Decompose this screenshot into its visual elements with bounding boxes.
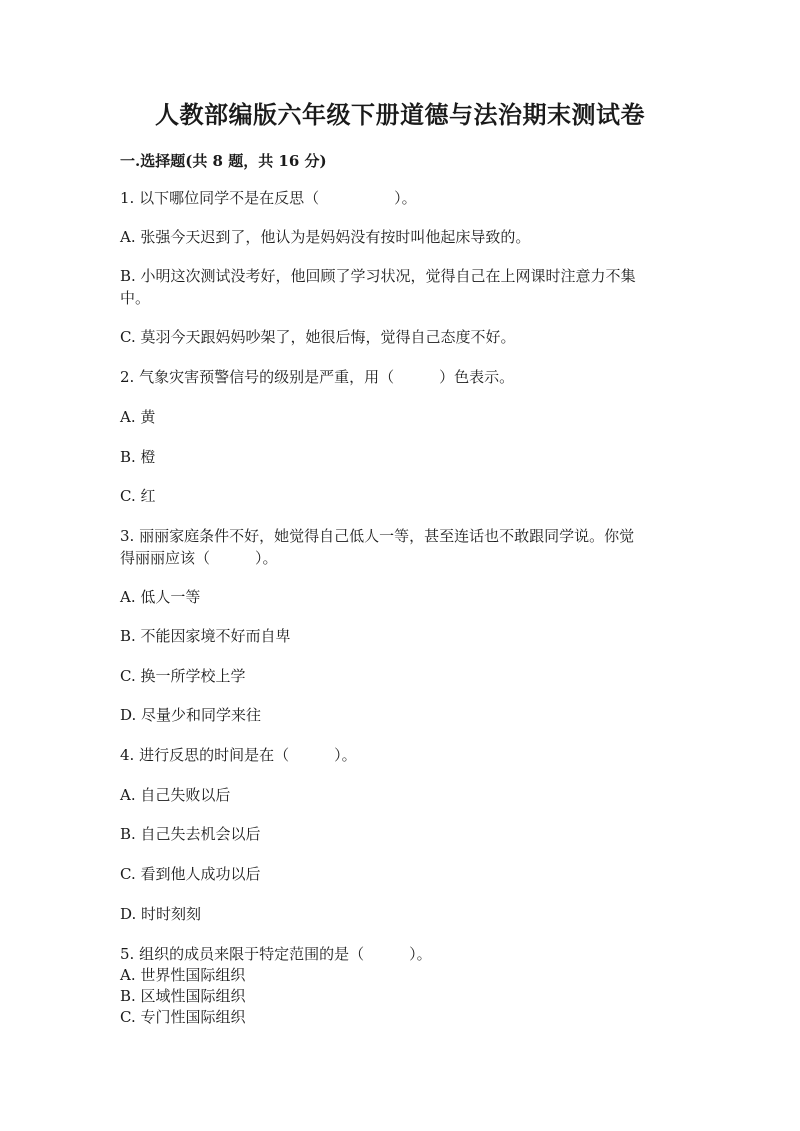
question-5-option-b: B. 区域性国际组织 [120,987,246,1005]
question-1-stem: 1. 以下哪位同学不是在反思（ ）。 [120,189,417,207]
question-4-stem: 4. 进行反思的时间是在（ ）。 [120,746,357,764]
question-4-option-c: C. 看到他人成功以后 [120,865,261,883]
question-1-option-b-line1: B. 小明这次测试没考好，他回顾了学习状况，觉得自己在上网课时注意力不集 [120,267,636,285]
question-4-option-d: D. 时时刻刻 [120,905,202,923]
question-5-stem: 5. 组织的成员来限于特定范围的是（ ）。 [120,945,432,963]
question-2-option-a: A. 黄 [120,408,156,426]
question-3-stem-line1: 3. 丽丽家庭条件不好，她觉得自己低人一等，甚至连话也不敢跟同学说。你觉 [120,527,635,545]
question-5-option-a: A. 世界性国际组织 [120,966,246,984]
question-4-option-a: A. 自己失败以后 [120,786,231,804]
question-3-option-d: D. 尽量少和同学来往 [120,706,262,724]
question-2-stem: 2. 气象灾害预警信号的级别是严重，用（ ）色表示。 [120,368,515,386]
question-1-option-b-line2: 中。 [120,289,151,307]
question-3-option-c: C. 换一所学校上学 [120,667,246,685]
question-1-option-a: A. 张强今天迟到了，他认为是妈妈没有按时叫他起床导致的。 [120,228,531,246]
page-title: 人教部编版六年级下册道德与法治期末测试卷 [155,100,645,129]
question-5-option-c: C. 专门性国际组织 [120,1008,246,1026]
question-2-option-b: B. 橙 [120,448,156,466]
question-3-option-a: A. 低人一等 [120,588,201,606]
question-2-option-c: C. 红 [120,487,156,505]
question-3-option-b: B. 不能因家境不好而自卑 [120,627,291,645]
question-3-stem-line2: 得丽丽应该（ ）。 [120,549,278,567]
section-heading: 一.选择题(共 8 题，共 16 分) [120,152,327,170]
question-1-option-c: C. 莫羽今天跟妈妈吵架了，她很后悔，觉得自己态度不好。 [120,328,516,346]
question-4-option-b: B. 自己失去机会以后 [120,825,261,843]
